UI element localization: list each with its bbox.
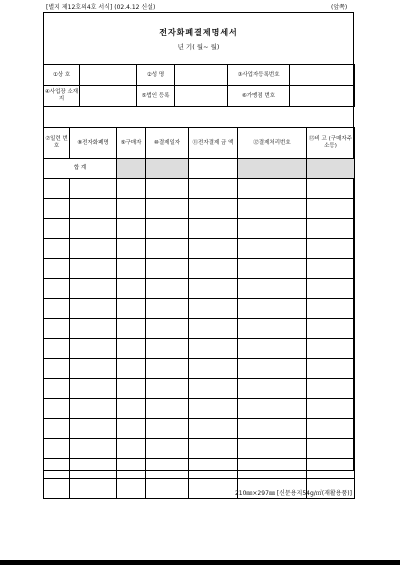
form-reference: [별지 제12호의4호 서식] (02.4.12 신설) — [46, 4, 156, 11]
entry-cell[interactable] — [44, 239, 70, 259]
table-row — [44, 419, 355, 439]
table-row — [44, 379, 355, 399]
entry-cell[interactable] — [146, 339, 189, 359]
table-row — [44, 279, 355, 299]
entry-cell[interactable] — [189, 439, 238, 459]
table-row — [44, 319, 355, 339]
entry-cell[interactable] — [238, 319, 307, 339]
table-row — [44, 339, 355, 359]
entry-cell[interactable] — [44, 359, 70, 379]
entry-cell[interactable] — [44, 399, 70, 419]
table-row — [44, 239, 355, 259]
entry-cell[interactable] — [146, 179, 189, 199]
entry-cell[interactable] — [44, 439, 70, 459]
col-remarks: ⑬비 고 (구매자주소등) — [307, 128, 355, 159]
entry-cell[interactable] — [146, 479, 189, 499]
col-processing-no: ⑫결제처리번호 — [238, 128, 307, 159]
paper-spec: 210㎜×297㎜ [신문용지54g/㎡(재활용품)] — [234, 490, 352, 497]
table-row — [44, 219, 355, 239]
entry-cell[interactable] — [238, 279, 307, 299]
entry-cell[interactable] — [44, 459, 70, 479]
table-row — [44, 439, 355, 459]
entry-cell[interactable] — [307, 339, 355, 359]
entry-cell[interactable] — [189, 179, 238, 199]
form-period: 년 기( 월~ 월) — [177, 43, 220, 51]
entry-cell[interactable] — [44, 219, 70, 239]
entry-cell[interactable] — [70, 439, 117, 459]
entry-cell[interactable] — [117, 299, 146, 319]
entry-cell[interactable] — [189, 279, 238, 299]
business-address-label: ④사업장 소재지 — [44, 86, 80, 107]
entry-cell[interactable] — [146, 259, 189, 279]
entry-cell[interactable] — [146, 279, 189, 299]
entry-cell[interactable] — [307, 279, 355, 299]
entry-cell[interactable] — [307, 419, 355, 439]
entry-cell[interactable] — [189, 339, 238, 359]
merchant-no-label: ⑥가맹점 번호 — [228, 86, 290, 107]
entry-cell[interactable] — [238, 339, 307, 359]
business-reg-no-label: ③사업자등록번호 — [228, 65, 290, 86]
table-row — [44, 359, 355, 379]
entry-cell[interactable] — [117, 399, 146, 419]
entry-cell[interactable] — [117, 239, 146, 259]
entry-cell[interactable] — [44, 339, 70, 359]
entry-cell[interactable] — [238, 399, 307, 419]
entry-cell[interactable] — [70, 459, 117, 479]
entry-cell[interactable] — [238, 179, 307, 199]
entry-cell[interactable] — [44, 419, 70, 439]
entry-cell[interactable] — [70, 379, 117, 399]
entry-cell[interactable] — [307, 459, 355, 479]
merchant-no-field[interactable] — [290, 86, 355, 107]
entry-cell[interactable] — [146, 459, 189, 479]
entry-cell[interactable] — [238, 359, 307, 379]
entry-cell[interactable] — [307, 199, 355, 219]
entry-cell[interactable] — [117, 439, 146, 459]
trade-name-label: ①상 호 — [44, 65, 80, 86]
entry-cell[interactable] — [238, 459, 307, 479]
entry-cell[interactable] — [146, 239, 189, 259]
entry-cell[interactable] — [238, 439, 307, 459]
entry-cell[interactable] — [189, 459, 238, 479]
table-row — [44, 459, 355, 479]
entry-cell[interactable] — [117, 179, 146, 199]
table-row — [44, 199, 355, 219]
entry-cell[interactable] — [70, 299, 117, 319]
entry-cell[interactable] — [117, 199, 146, 219]
entry-cell[interactable] — [70, 219, 117, 239]
entry-cell[interactable] — [70, 399, 117, 419]
total-label: 합 계 — [44, 159, 117, 179]
col-payment-date: ⑩결제일자 — [146, 128, 189, 159]
entry-cell[interactable] — [146, 419, 189, 439]
entry-cell[interactable] — [117, 259, 146, 279]
entry-cell[interactable] — [307, 219, 355, 239]
entry-cell[interactable] — [189, 399, 238, 419]
entry-cell[interactable] — [44, 279, 70, 299]
total-processing-cell — [238, 159, 307, 179]
col-buyer: ⑨구매자 — [117, 128, 146, 159]
resident-reg-no-field[interactable] — [175, 86, 228, 107]
entry-cell[interactable] — [146, 319, 189, 339]
entry-cell[interactable] — [189, 259, 238, 279]
entry-cell[interactable] — [146, 359, 189, 379]
entry-cell[interactable] — [189, 379, 238, 399]
entry-cell[interactable] — [70, 359, 117, 379]
entry-cell[interactable] — [70, 259, 117, 279]
entry-cell[interactable] — [146, 199, 189, 219]
business-reg-no-field[interactable] — [290, 65, 355, 86]
table-row — [44, 299, 355, 319]
entry-cell[interactable] — [189, 299, 238, 319]
settlement-ledger-table — [43, 127, 355, 499]
total-row — [44, 159, 355, 179]
page-side-label: (앞쪽) — [331, 4, 348, 11]
table-row — [44, 259, 355, 279]
col-payment-amount: ⑪전자결제 금 액 — [189, 128, 238, 159]
entry-cell[interactable] — [307, 179, 355, 199]
entry-cell[interactable] — [44, 199, 70, 219]
business-address-field[interactable] — [80, 86, 137, 107]
entry-cell[interactable] — [70, 319, 117, 339]
bottom-edge-bar — [0, 560, 400, 565]
entry-cell[interactable] — [70, 239, 117, 259]
entry-cell[interactable] — [44, 179, 70, 199]
entry-cell[interactable] — [238, 419, 307, 439]
entry-cell[interactable] — [44, 379, 70, 399]
entry-cell[interactable] — [44, 299, 70, 319]
total-amount-cell[interactable] — [189, 159, 238, 179]
entry-cell[interactable] — [189, 199, 238, 219]
entry-cell[interactable] — [70, 479, 117, 499]
entry-cell[interactable] — [117, 339, 146, 359]
name-label: ②성 명 — [137, 65, 175, 86]
entry-cell[interactable] — [189, 219, 238, 239]
entry-cell[interactable] — [238, 239, 307, 259]
entry-cell[interactable] — [189, 419, 238, 439]
entry-cell[interactable] — [189, 239, 238, 259]
entry-cell[interactable] — [117, 479, 146, 499]
entry-cell[interactable] — [307, 259, 355, 279]
table-row — [44, 399, 355, 419]
entry-cell[interactable] — [238, 379, 307, 399]
entry-cell[interactable] — [70, 199, 117, 219]
form-title: 전자화폐결제명세서 — [159, 28, 238, 37]
entry-cell[interactable] — [117, 359, 146, 379]
entry-cell[interactable] — [44, 259, 70, 279]
entry-cell[interactable] — [238, 199, 307, 219]
entry-cell[interactable] — [117, 459, 146, 479]
entry-cell[interactable] — [238, 299, 307, 319]
total-date-cell — [146, 159, 189, 179]
col-emoney-name: ⑧전자화폐명 — [70, 128, 117, 159]
entry-cell[interactable] — [307, 319, 355, 339]
entry-cell[interactable] — [70, 279, 117, 299]
entry-cell[interactable] — [117, 379, 146, 399]
entry-cell[interactable] — [238, 219, 307, 239]
name-field[interactable] — [175, 65, 228, 86]
entry-cell[interactable] — [70, 179, 117, 199]
table-row — [44, 179, 355, 199]
entry-cell[interactable] — [117, 219, 146, 239]
entry-cell[interactable] — [238, 259, 307, 279]
entry-cell[interactable] — [189, 479, 238, 499]
entry-cell[interactable] — [146, 439, 189, 459]
entry-cell[interactable] — [307, 399, 355, 419]
form-frame — [43, 12, 354, 471]
entry-cell[interactable] — [307, 359, 355, 379]
entry-cell[interactable] — [189, 359, 238, 379]
total-remarks-cell — [307, 159, 355, 179]
entry-cell[interactable] — [307, 439, 355, 459]
entry-cell[interactable] — [189, 319, 238, 339]
entry-cell[interactable] — [146, 379, 189, 399]
entry-cell[interactable] — [44, 479, 70, 499]
entry-cell[interactable] — [117, 319, 146, 339]
resident-reg-no-label: ⑤법인 등록 — [137, 86, 175, 107]
business-info-table — [43, 64, 355, 107]
entry-cell[interactable] — [44, 319, 70, 339]
entry-cell[interactable] — [117, 279, 146, 299]
entry-cell[interactable] — [146, 219, 189, 239]
entry-cell[interactable] — [146, 299, 189, 319]
entry-cell[interactable] — [70, 419, 117, 439]
entry-cell[interactable] — [117, 419, 146, 439]
entry-cell[interactable] — [307, 239, 355, 259]
entry-cell[interactable] — [70, 339, 117, 359]
trade-name-field[interactable] — [80, 65, 137, 86]
entry-cell[interactable] — [146, 399, 189, 419]
entry-cell[interactable] — [307, 299, 355, 319]
total-buyer-cell — [117, 159, 146, 179]
col-serial-no: ⑦일련 번호 — [44, 128, 70, 159]
entry-cell[interactable] — [307, 379, 355, 399]
